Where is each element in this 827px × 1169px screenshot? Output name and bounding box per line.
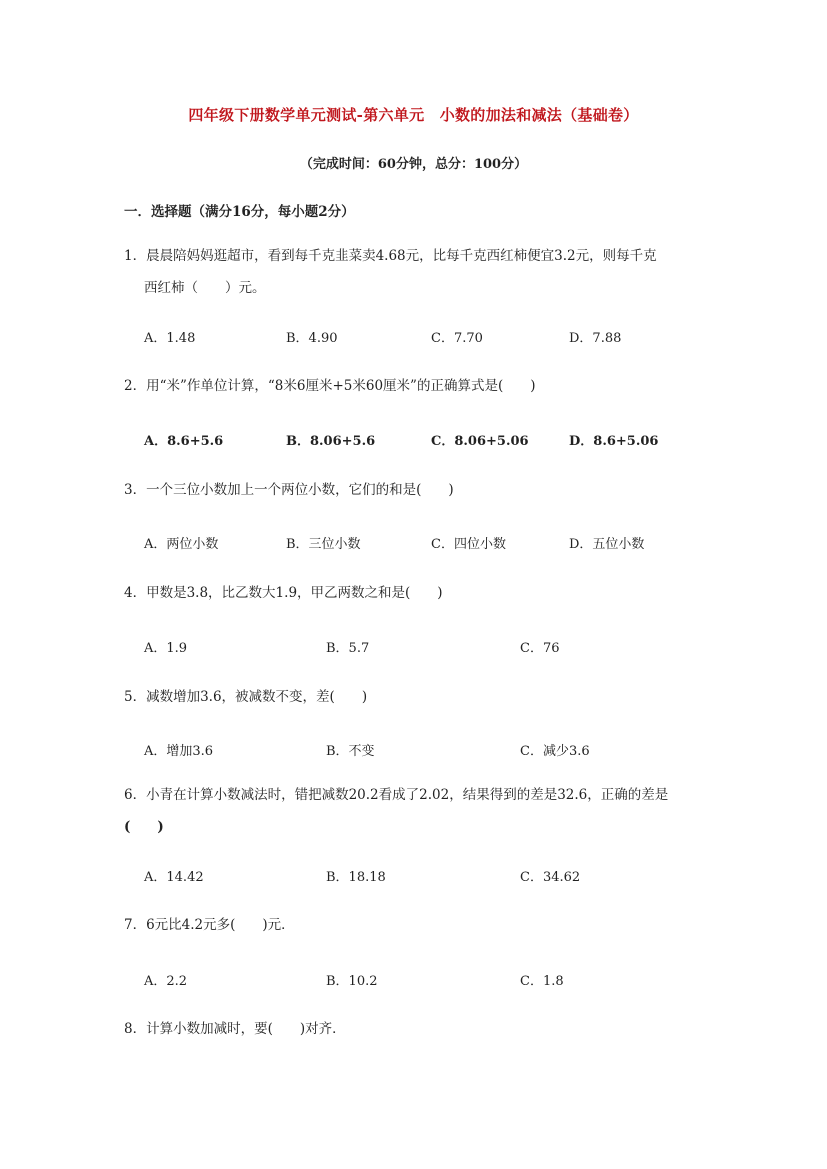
question-6-option-b[interactable]: B．18.18 bbox=[326, 870, 386, 885]
question-6-option-a[interactable]: A．14.42 bbox=[144, 870, 204, 885]
question-4-option-b[interactable]: B．5.7 bbox=[326, 641, 370, 656]
question-3-option-c[interactable]: C．四位小数 bbox=[431, 537, 506, 552]
question-4-option-a[interactable]: A．1.9 bbox=[144, 641, 188, 656]
document-title: 四年级下册数学单元测试-第六单元 小数的加法和减法（基础卷） bbox=[188, 106, 639, 124]
question-1-text-cont: 西红柿（ ）元。 bbox=[144, 280, 266, 296]
question-6-text-cont: ( ) bbox=[124, 819, 164, 835]
question-7-option-a[interactable]: A．2.2 bbox=[144, 974, 188, 989]
question-7-option-b[interactable]: B．10.2 bbox=[326, 974, 378, 989]
question-1-option-a[interactable]: A．1.48 bbox=[144, 331, 196, 346]
question-5-option-c[interactable]: C．减少3.6 bbox=[520, 744, 590, 759]
question-2-option-b[interactable]: B．8.06+5.6 bbox=[286, 434, 376, 449]
question-5-option-b[interactable]: B．不变 bbox=[326, 744, 375, 759]
question-2-option-d[interactable]: D．8.6+5.06 bbox=[569, 434, 659, 449]
question-1-option-b[interactable]: B．4.90 bbox=[286, 331, 338, 346]
question-4-option-c[interactable]: C．76 bbox=[520, 641, 560, 656]
question-1-option-d[interactable]: D．7.88 bbox=[569, 331, 622, 346]
question-8-text: 8．计算小数加减时，要( )对齐． bbox=[124, 1021, 346, 1037]
question-2-option-a[interactable]: A．8.6+5.6 bbox=[144, 434, 224, 449]
question-3-option-a[interactable]: A．两位小数 bbox=[144, 537, 219, 552]
question-7-text: 7．6元比4.2元多( )元． bbox=[124, 917, 295, 933]
question-3-text: 3．一个三位小数加上一个两位小数，它们的和是( ) bbox=[124, 482, 454, 498]
question-5-text: 5．减数增加3.6，被减数不变，差( ) bbox=[124, 689, 368, 705]
question-3-option-b[interactable]: B．三位小数 bbox=[286, 537, 361, 552]
question-1-text: 1．晨晨陪妈妈逛超市，看到每千克韭菜卖4.68元，比每千克西红柿便宜3.2元，则每千克 bbox=[124, 248, 657, 264]
question-2-text: 2．用“米”作单位计算，“8米6厘米+5米60厘米”的正确算式是( ) bbox=[124, 378, 536, 394]
question-6-text: 6．小青在计算小数减法时，错把减数20.2看成了2.02，结果得到的差是32.6，正确的差是 bbox=[124, 787, 669, 803]
question-1-option-c[interactable]: C．7.70 bbox=[431, 331, 483, 346]
question-4-text: 4．甲数是3.8，比乙数大1.9，甲乙两数之和是( ) bbox=[124, 585, 443, 601]
section-heading: 一．选择题（满分16分，每小题2分） bbox=[124, 204, 355, 220]
question-2-option-c[interactable]: C．8.06+5.06 bbox=[431, 434, 529, 449]
question-7-option-c[interactable]: C．1.8 bbox=[520, 974, 564, 989]
exam-info: （完成时间：60分钟，总分：100分） bbox=[299, 157, 528, 172]
question-6-option-c[interactable]: C．34.62 bbox=[520, 870, 581, 885]
question-3-option-d[interactable]: D．五位小数 bbox=[569, 537, 645, 552]
question-5-option-a[interactable]: A．增加3.6 bbox=[144, 744, 214, 759]
